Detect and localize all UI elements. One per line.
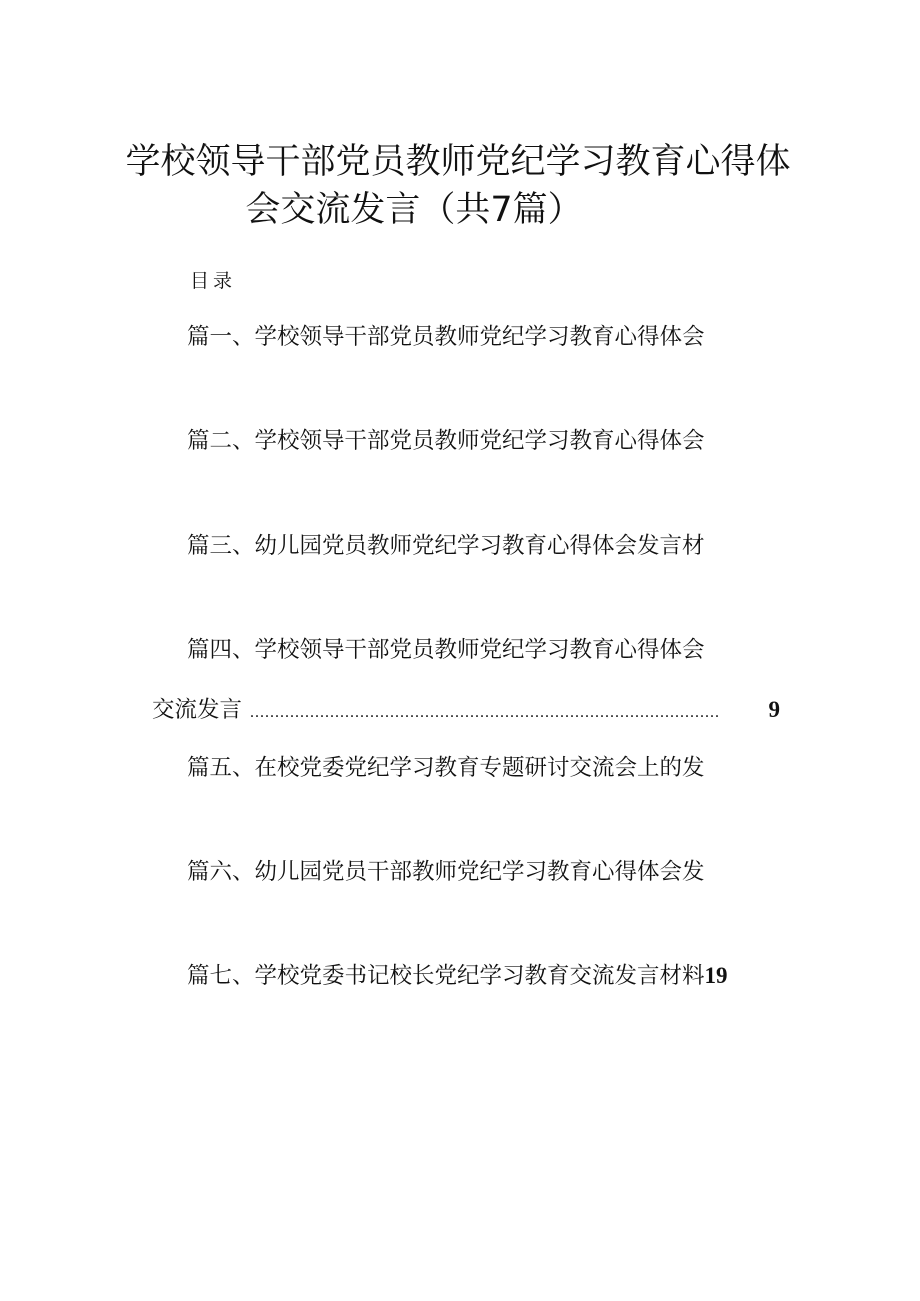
toc-entry-2[interactable]: 篇二、学校领导干部党员教师党纪学习教育心得体会 bbox=[187, 428, 705, 454]
toc-page-number: 9 bbox=[768, 697, 780, 722]
document-title-line-1: 学校领导干部党员教师党纪学习教育心得体 bbox=[125, 142, 791, 182]
toc-entry-4-continuation-text: 交流发言 bbox=[152, 697, 243, 723]
toc-entry-5[interactable]: 篇五、在校党委党纪学习教育专题研讨交流会上的发 bbox=[187, 755, 705, 781]
toc-entry-1[interactable]: 篇一、学校领导干部党员教师党纪学习教育心得体会 bbox=[187, 324, 705, 350]
toc-dot-leader: .............................................................................................. bbox=[250, 704, 721, 721]
toc-entry-4[interactable]: 篇四、学校领导干部党员教师党纪学习教育心得体会 bbox=[187, 637, 705, 663]
toc-entry-4-continuation[interactable] bbox=[152, 695, 780, 728]
toc-entry-7-text: 篇七、学校党委书记校长党纪学习教育交流发言材料 bbox=[187, 963, 705, 989]
toc-heading: 目录 bbox=[190, 270, 237, 292]
toc-page-number: 19 bbox=[704, 963, 728, 988]
toc-entry-6[interactable]: 篇六、幼儿园党员干部教师党纪学习教育心得体会发 bbox=[187, 859, 705, 885]
document-title-line-2: 会交流发言（共7篇） bbox=[245, 190, 583, 230]
toc-entry-7[interactable] bbox=[187, 961, 728, 991]
toc-entry-3[interactable]: 篇三、幼儿园党员教师党纪学习教育心得体会发言材 bbox=[187, 533, 705, 559]
